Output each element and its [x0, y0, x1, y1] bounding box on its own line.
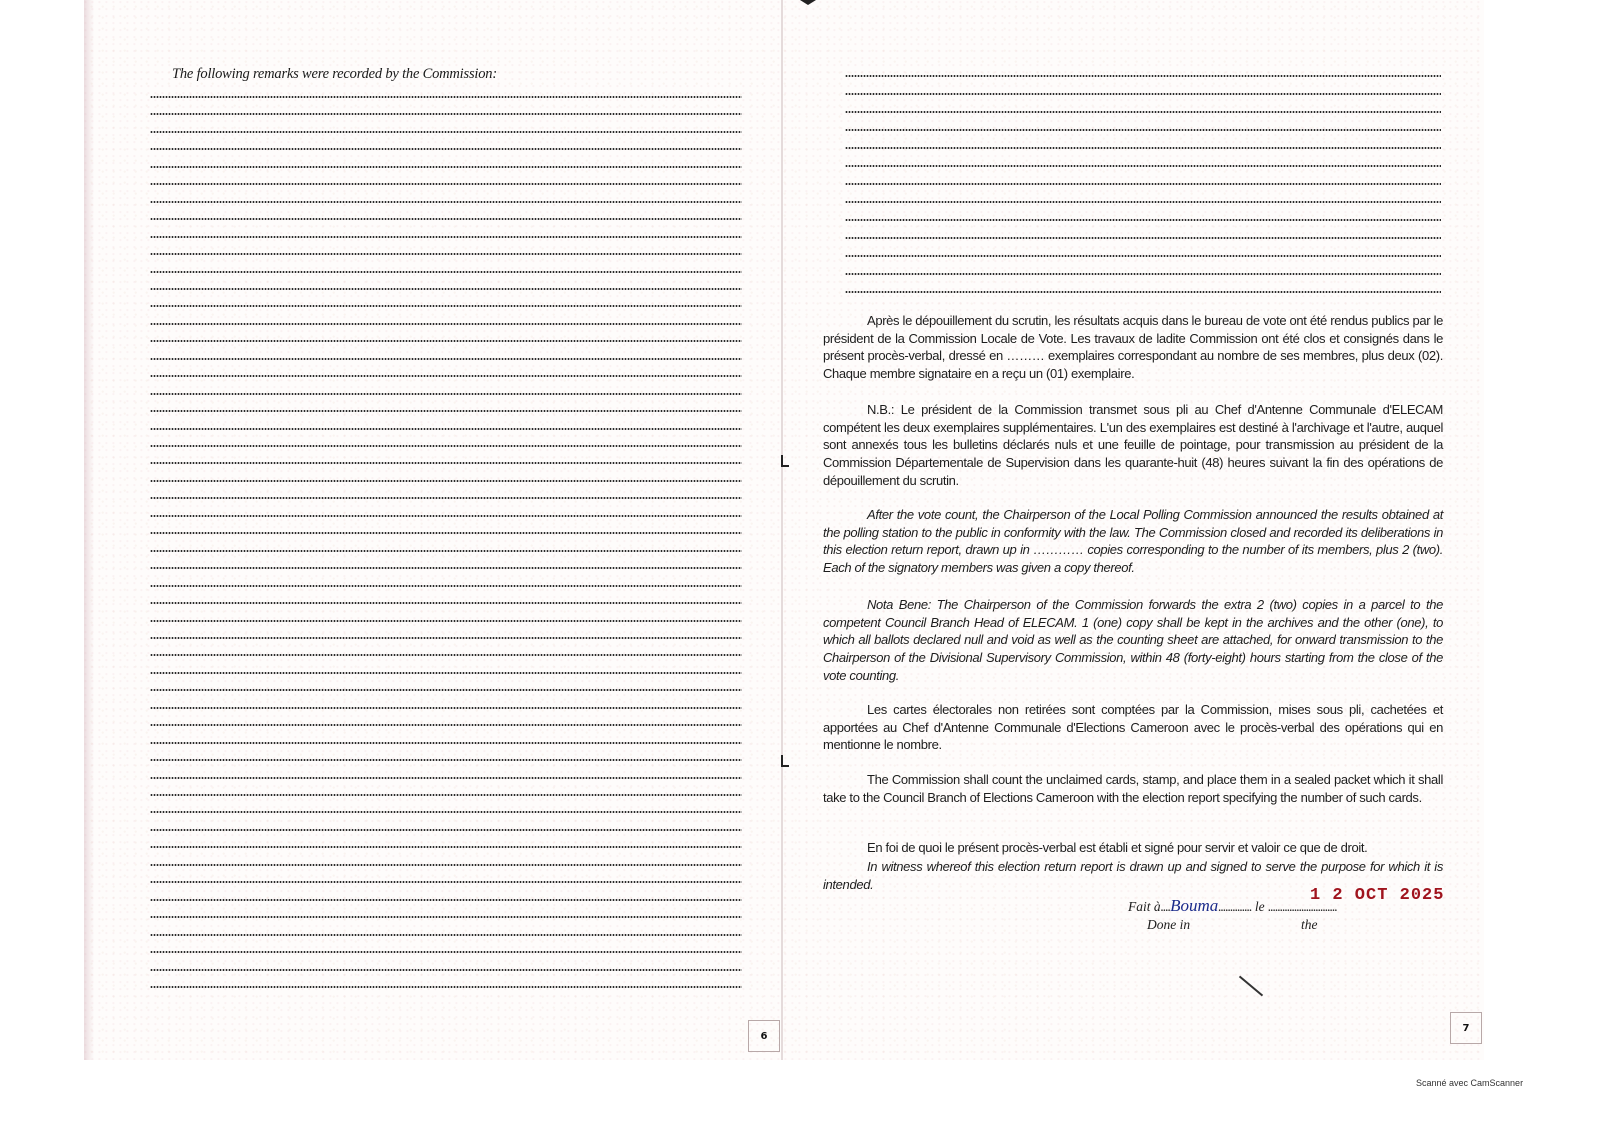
dotted-writing-line [845, 219, 1441, 221]
dotted-writing-line [150, 637, 742, 639]
page-number-right: 7 [1450, 1012, 1482, 1044]
dotted-writing-line [150, 271, 742, 273]
dotted-writing-line [150, 620, 742, 622]
dotted-writing-line [150, 829, 742, 831]
dotted-writing-line [150, 951, 742, 953]
dotted-writing-line [150, 899, 742, 901]
dotted-writing-line [150, 340, 742, 342]
dotted-writing-line [150, 759, 742, 761]
dotted-writing-line [150, 445, 742, 447]
dotted-writing-line [150, 305, 742, 307]
dotted-writing-line [150, 532, 742, 534]
paragraph-fr-cards: Les cartes électorales non retirées sont comptées par la Commission, mises sous pli, cachetées et apportées au Chef d'Antenne Communale d'Elections Cameroon avec le procès-verbal des opérations qui en mentionne le nombre. [823, 702, 1443, 753]
paragraph-fr-results: Après le dépouillement du scrutin, les résultats acquis dans le bureau de vote ont été rendus publics par le président de la Commission Locale de Vote. Les travaux de ladite Commission ont été clos et consignés dans le présent procès-verbal, dressé en ……… exemplaires correspondant au nombre de ses membres, plus deux (02). Chaque membre signataire en a reçu un (01) exemplaire. [823, 313, 1443, 382]
handwritten-place: Bouma [1170, 896, 1219, 915]
dotted-writing-line [150, 236, 742, 238]
dotted-writing-line [150, 497, 742, 499]
dotted-writing-line [150, 148, 742, 150]
page-edge-shadow [84, 0, 94, 1060]
dotted-writing-line [150, 480, 742, 482]
paragraph-en-nota-bene: Nota Bene: The Chairperson of the Commission forwards the extra 2 (two) copies in a parcel to the competent Council Branch Head of ELECAM. 1 (one) copy shall be kept in the archives and the other (one), to which all ballots declared null and void as well as the counting sheet are attached, for onward transmission to the Chairperson of the Divisional Supervisory Commission, within 48 (forty-eight) hours starting from the close of the vote counting. [823, 597, 1443, 683]
dotted-writing-line [150, 166, 742, 168]
dotted-writing-line [150, 602, 742, 604]
dotted-writing-line [150, 375, 742, 377]
dotted-writing-line [845, 183, 1441, 185]
paragraph-en-results: After the vote count, the Chairperson of the Local Polling Commission announced the results obtained at the polling station to the public in conformity with the law. The Commission closed and recorded its deliberations in this election return report, drawn up in ………… copies corresponding to the number of its members, plus 2 (two). Each of the signatory members was given a copy thereof. [823, 507, 1443, 576]
place-line: Fait à....Bouma.............. le ............................. [1128, 896, 1337, 915]
staple-mark [781, 755, 789, 767]
dotted-writing-line [845, 291, 1441, 293]
dotted-writing-line [845, 201, 1441, 203]
dotted-writing-line [150, 550, 742, 552]
dotted-writing-line [150, 410, 742, 412]
dotted-writing-line [845, 93, 1441, 95]
dotted-writing-line [150, 881, 742, 883]
paragraph-en-cards: The Commission shall count the unclaimed cards, stamp, and place them in a sealed packet which it shall take to the Council Branch of Elections Cameroon with the election report specifying the number of such cards. [823, 772, 1443, 805]
dotted-writing-line [150, 567, 742, 569]
done-in-label: Done in [1147, 917, 1191, 932]
dotted-writing-line [150, 864, 742, 866]
dotted-writing-line [150, 131, 742, 133]
fait-a-label: Fait à [1128, 899, 1161, 914]
dotted-writing-line [150, 794, 742, 796]
dotted-writing-line [845, 129, 1441, 131]
book-gutter [781, 0, 783, 1060]
dotted-writing-line [150, 986, 742, 988]
dotted-writing-line [845, 165, 1441, 167]
dotted-writing-line [150, 515, 742, 517]
dotted-writing-line [845, 111, 1441, 113]
paragraph-fr-witness: En foi de quoi le présent procès-verbal est établi et signé pour servir et valoir ce que de droit. [867, 840, 1368, 855]
dotted-writing-line [150, 724, 742, 726]
dotted-writing-line [150, 358, 742, 360]
dotted-writing-line [150, 742, 742, 744]
dotted-writing-line [845, 255, 1441, 257]
dotted-writing-line [150, 654, 742, 656]
paragraph-en-witness: In witness whereof this election return report is drawn up and signed to serve the purpose for which it is intended. [823, 859, 1443, 892]
staple-mark [781, 455, 789, 467]
camscanner-watermark: Scanné avec CamScanner [1416, 1078, 1524, 1088]
dotted-writing-line [150, 96, 742, 98]
dotted-writing-line [150, 585, 742, 587]
paragraph-fr-nota-bene: N.B.: Le président de la Commission transmet sous pli au Chef d'Antenne Communale d'ELECAM compétent les deux exemplaires supplémentaires. L'un des exemplaires est destiné à l'archivage et l'autre, auquel sont annexés tous les bulletins déclarés nuls et une feuille de pointage, pour transmission au président de la Commission Départementale de Supervision dans les quarante-huit (48) heures suivant la fin des opérations de dépouillement du scrutin. [823, 402, 1443, 488]
page-number-left: 6 [748, 1020, 780, 1052]
dotted-writing-line [845, 273, 1441, 275]
date-stamp: 1 2 OCT 2025 [1310, 886, 1445, 905]
dotted-writing-line [150, 707, 742, 709]
dotted-writing-line [150, 183, 742, 185]
dotted-writing-line [150, 672, 742, 674]
dotted-writing-line [150, 323, 742, 325]
dotted-writing-line [150, 969, 742, 971]
dotted-writing-line [150, 113, 742, 115]
dotted-writing-line [150, 934, 742, 936]
dotted-writing-line [150, 777, 742, 779]
dotted-writing-line [845, 75, 1441, 77]
binding-mark [800, 0, 816, 5]
the-label: the [1301, 917, 1318, 932]
dotted-writing-line [150, 689, 742, 691]
dotted-writing-line [150, 846, 742, 848]
dotted-writing-line [150, 811, 742, 813]
remarks-heading: The following remarks were recorded by the Commission: [172, 66, 497, 82]
dotted-writing-line [150, 393, 742, 395]
dotted-writing-line [150, 201, 742, 203]
dotted-writing-line [150, 253, 742, 255]
dotted-writing-line [150, 288, 742, 290]
dotted-writing-line [150, 428, 742, 430]
le-label: le [1254, 899, 1265, 914]
dotted-writing-line [150, 462, 742, 464]
dotted-writing-line [150, 218, 742, 220]
dotted-writing-line [845, 237, 1441, 239]
dotted-writing-line [150, 916, 742, 918]
dotted-writing-line [845, 147, 1441, 149]
